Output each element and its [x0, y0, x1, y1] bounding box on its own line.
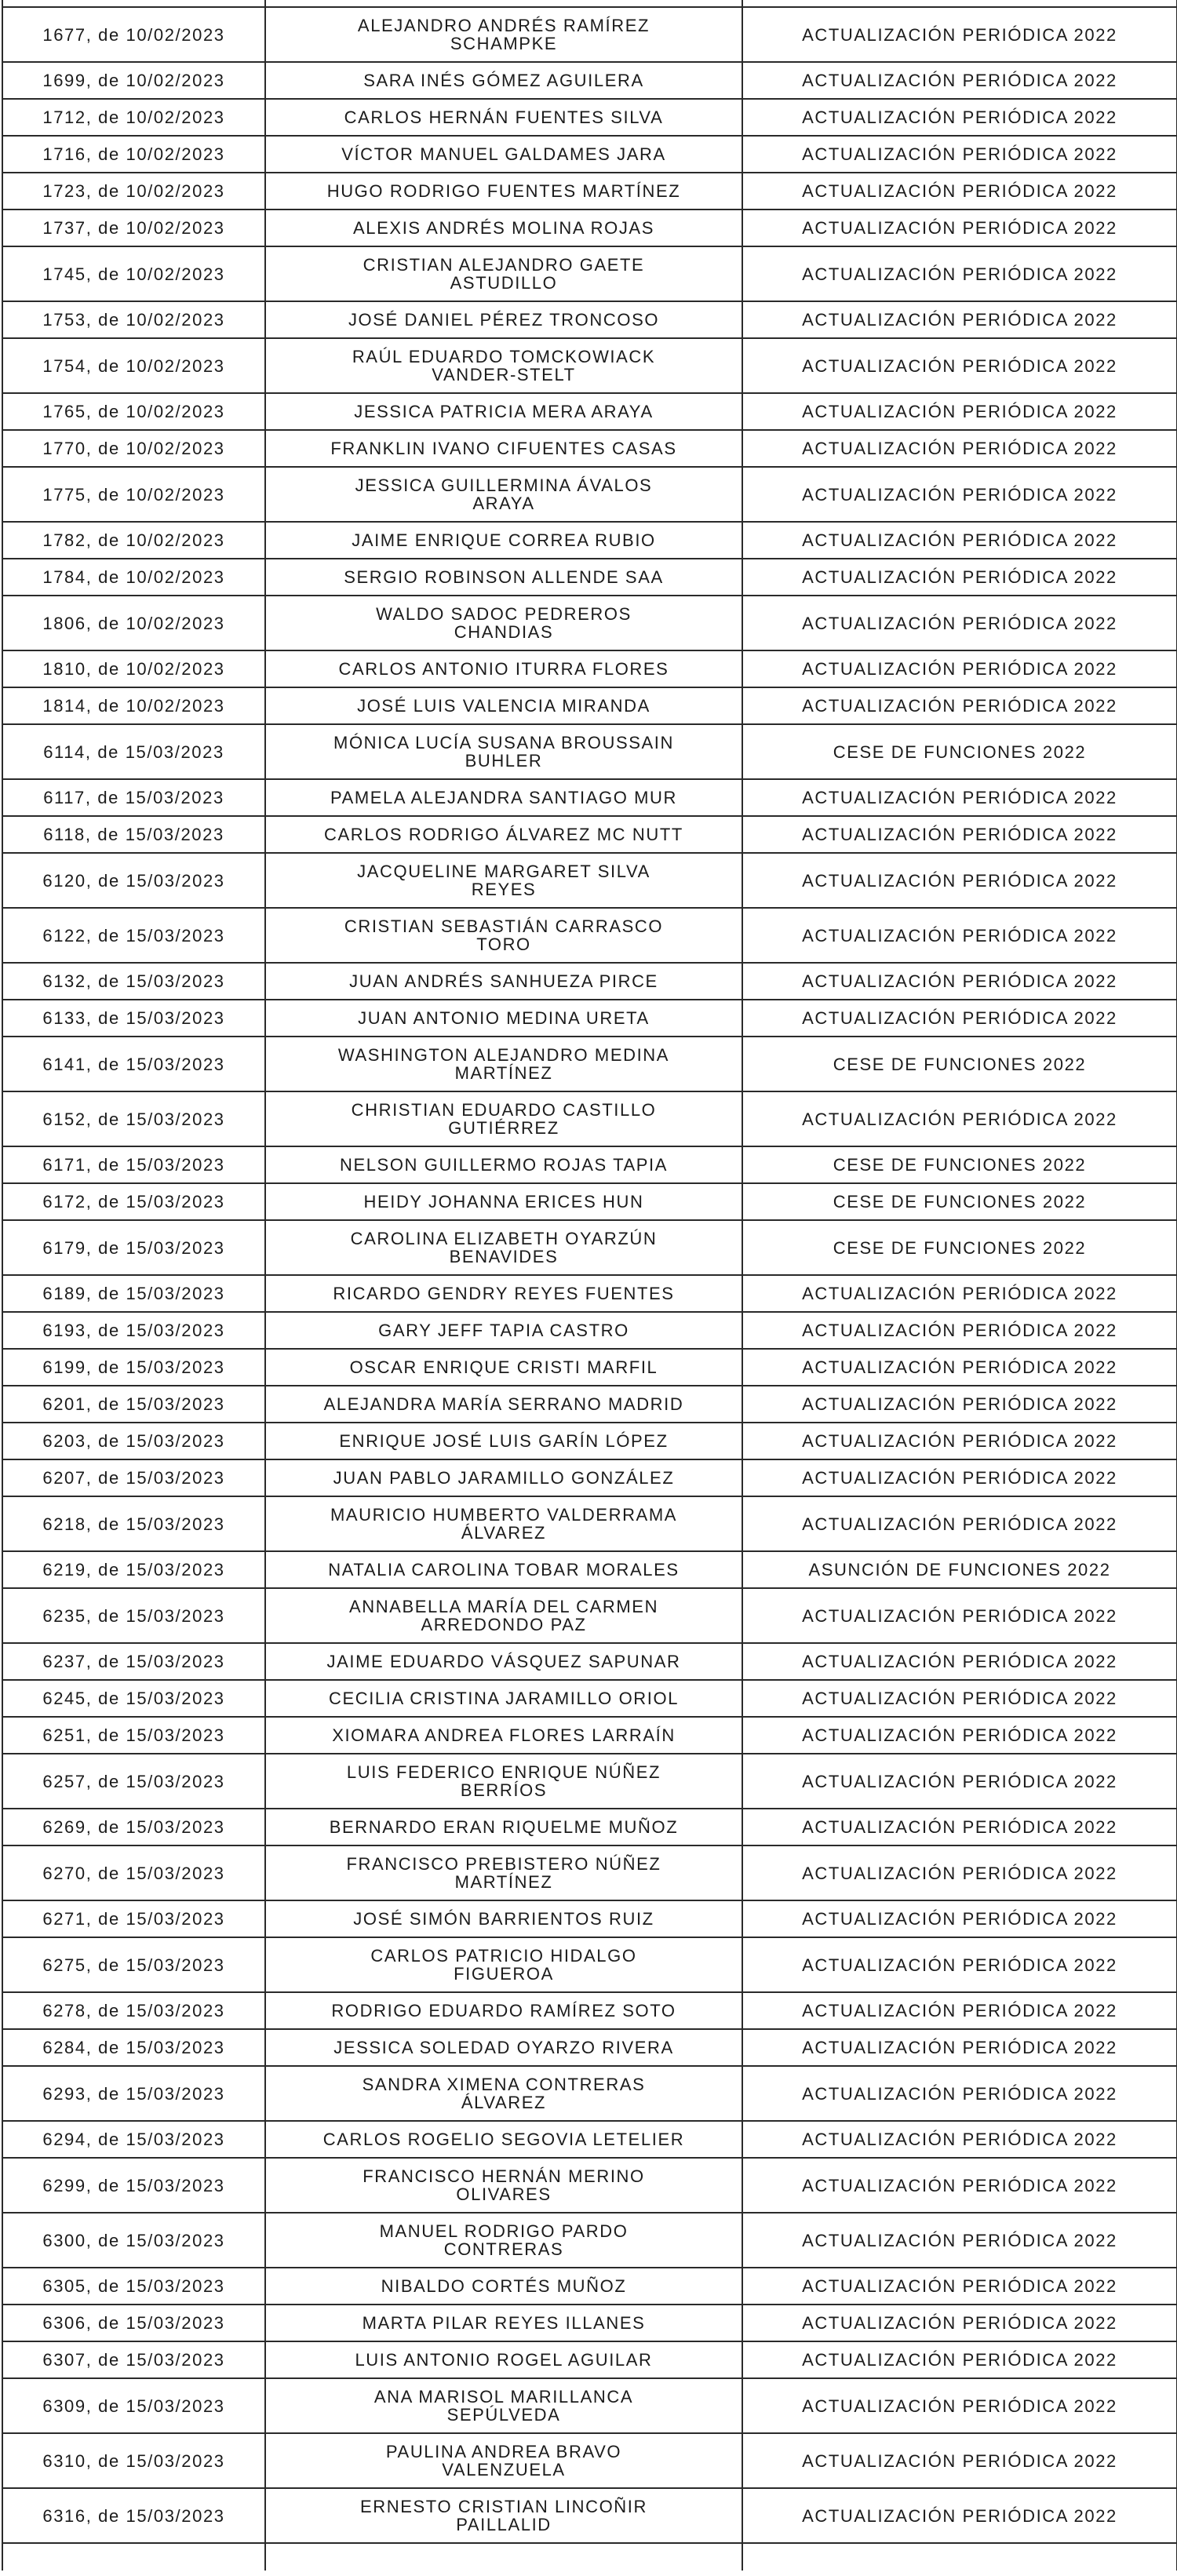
decree-cell: 6235, de 15/03/2023 — [2, 1588, 265, 1643]
decree-cell: 6117, de 15/03/2023 — [2, 779, 265, 816]
decree-cell: 6237, de 15/03/2023 — [2, 1643, 265, 1680]
name-cell: CHRISTIAN EDUARDO CASTILLO GUTIÉRREZ — [265, 1091, 742, 1146]
name-cell: SANDRA XIMENA CONTRERAS ÁLVAREZ — [265, 2066, 742, 2121]
decree-cell: 6201, de 15/03/2023 — [2, 1386, 265, 1423]
decree-cell: 6219, de 15/03/2023 — [2, 1551, 265, 1588]
name-cell: JAIME EDUARDO VÁSQUEZ SAPUNAR — [265, 1643, 742, 1680]
name-cell: ANA MARISOL MARILLANCA SEPÚLVEDA — [265, 2378, 742, 2433]
table-row — [2, 1900, 1177, 1937]
table-row — [2, 2066, 1177, 2121]
decree-cell: 6284, de 15/03/2023 — [2, 2029, 265, 2066]
table-row — [2, 2121, 1177, 2158]
table-row — [2, 650, 1177, 687]
action-cell: CESE DE FUNCIONES 2022 — [742, 1183, 1177, 1220]
action-cell: ACTUALIZACIÓN PERIÓDICA 2022 — [742, 2433, 1177, 2488]
action-cell: CESE DE FUNCIONES 2022 — [742, 1146, 1177, 1183]
decree-cell: 6245, de 15/03/2023 — [2, 1680, 265, 1717]
action-cell: ACTUALIZACIÓN PERIÓDICA 2022 — [742, 2305, 1177, 2341]
action-cell: ACTUALIZACIÓN PERIÓDICA 2022 — [742, 596, 1177, 650]
table-row — [2, 210, 1177, 246]
name-cell: HEIDY JOHANNA ERICES HUN — [265, 1183, 742, 1220]
action-cell: ACTUALIZACIÓN PERIÓDICA 2022 — [742, 2268, 1177, 2305]
decree-cell: 6118, de 15/03/2023 — [2, 816, 265, 853]
decree-cell: 1782, de 10/02/2023 — [2, 522, 265, 559]
action-cell: ACTUALIZACIÓN PERIÓDICA 2022 — [742, 650, 1177, 687]
name-cell: JESSICA SOLEDAD OYARZO RIVERA — [265, 2029, 742, 2066]
decree-cell: 6271, de 15/03/2023 — [2, 1900, 265, 1937]
action-cell: ACTUALIZACIÓN PERIÓDICA 2022 — [742, 1496, 1177, 1551]
action-cell: ACTUALIZACIÓN PERIÓDICA 2022 — [742, 430, 1177, 467]
name-cell: ERNESTO CRISTIAN LINCOÑIR PAILLALID — [265, 2488, 742, 2543]
table-row — [2, 393, 1177, 430]
table-row — [2, 1459, 1177, 1496]
decree-cell: 6257, de 15/03/2023 — [2, 1754, 265, 1809]
table-row — [2, 1588, 1177, 1643]
name-cell: JACQUELINE MARGARET SILVA REYES — [265, 853, 742, 908]
action-cell: ACTUALIZACIÓN PERIÓDICA 2022 — [742, 779, 1177, 816]
name-cell: RICARDO GENDRY REYES FUENTES — [265, 1275, 742, 1312]
action-cell: ACTUALIZACIÓN PERIÓDICA 2022 — [742, 908, 1177, 963]
name-cell: MÓNICA LUCÍA SUSANA BROUSSAIN BUHLER — [265, 724, 742, 779]
action-cell: ACTUALIZACIÓN PERIÓDICA 2022 — [742, 2158, 1177, 2213]
table-row — [2, 1754, 1177, 1809]
name-cell: RAÚL EDUARDO TOMCKOWIACK VANDER-STELT — [265, 338, 742, 393]
decree-cell: 1754, de 10/02/2023 — [2, 338, 265, 393]
decree-cell: 1737, de 10/02/2023 — [2, 210, 265, 246]
table-row — [2, 467, 1177, 522]
decree-cell: 1723, de 10/02/2023 — [2, 173, 265, 210]
table-row — [2, 2213, 1177, 2268]
name-cell: CRISTIAN ALEJANDRO GAETE ASTUDILLO — [265, 246, 742, 301]
table-row — [2, 2268, 1177, 2305]
action-cell: ACTUALIZACIÓN PERIÓDICA 2022 — [742, 2029, 1177, 2066]
table-row — [2, 1551, 1177, 1588]
name-cell: CARLOS ROGELIO SEGOVIA LETELIER — [265, 2121, 742, 2158]
name-cell: NIBALDO CORTÉS MUÑOZ — [265, 2268, 742, 2305]
table-row — [2, 1386, 1177, 1423]
name-cell: LUIS FEDERICO ENRIQUE NÚÑEZ BERRÍOS — [265, 1754, 742, 1809]
table-row — [2, 853, 1177, 908]
action-cell: ACTUALIZACIÓN PERIÓDICA 2022 — [742, 2213, 1177, 2268]
action-cell: ASUNCIÓN DE FUNCIONES 2022 — [742, 1551, 1177, 1588]
name-cell: NELSON GUILLERMO ROJAS TAPIA — [265, 1146, 742, 1183]
name-cell: GARY JEFF TAPIA CASTRO — [265, 1312, 742, 1349]
name-cell: XIOMARA ANDREA FLORES LARRAÍN — [265, 1717, 742, 1754]
name-cell: FRANKLIN IVANO CIFUENTES CASAS — [265, 430, 742, 467]
decree-cell: 6141, de 15/03/2023 — [2, 1037, 265, 1091]
name-cell: BERNARDO ERAN RIQUELME MUÑOZ — [265, 1809, 742, 1845]
action-cell: ACTUALIZACIÓN PERIÓDICA 2022 — [742, 393, 1177, 430]
decree-cell — [2, 0, 265, 7]
action-cell: ACTUALIZACIÓN PERIÓDICA 2022 — [742, 1588, 1177, 1643]
name-cell: RODRIGO EDUARDO RAMÍREZ SOTO — [265, 1992, 742, 2029]
action-cell: ACTUALIZACIÓN PERIÓDICA 2022 — [742, 2121, 1177, 2158]
decree-cell: 6294, de 15/03/2023 — [2, 2121, 265, 2158]
table-row — [2, 908, 1177, 963]
name-cell: JUAN ANTONIO MEDINA URETA — [265, 1000, 742, 1037]
decree-cell: 1753, de 10/02/2023 — [2, 301, 265, 338]
name-cell: MANUEL RODRIGO PARDO CONTRERAS — [265, 2213, 742, 2268]
decree-cell: 6300, de 15/03/2023 — [2, 2213, 265, 2268]
name-cell: JUAN ANDRÉS SANHUEZA PIRCE — [265, 963, 742, 1000]
action-cell: ACTUALIZACIÓN PERIÓDICA 2022 — [742, 136, 1177, 173]
table-row — [2, 1809, 1177, 1845]
table-row — [2, 1091, 1177, 1146]
action-cell: ACTUALIZACIÓN PERIÓDICA 2022 — [742, 522, 1177, 559]
action-cell: ACTUALIZACIÓN PERIÓDICA 2022 — [742, 1809, 1177, 1845]
name-cell: JOSÉ DANIEL PÉREZ TRONCOSO — [265, 301, 742, 338]
decree-cell: 6122, de 15/03/2023 — [2, 908, 265, 963]
action-cell: ACTUALIZACIÓN PERIÓDICA 2022 — [742, 1275, 1177, 1312]
name-cell: SERGIO ROBINSON ALLENDE SAA — [265, 559, 742, 596]
table-row — [2, 1220, 1177, 1275]
table-row — [2, 136, 1177, 173]
action-cell: ACTUALIZACIÓN PERIÓDICA 2022 — [742, 1459, 1177, 1496]
name-cell: ENRIQUE JOSÉ LUIS GARÍN LÓPEZ — [265, 1423, 742, 1459]
decree-cell: 1712, de 10/02/2023 — [2, 99, 265, 136]
table-row — [2, 596, 1177, 650]
name-cell: MAURICIO HUMBERTO VALDERRAMA ÁLVAREZ — [265, 1496, 742, 1551]
decree-cell: 6269, de 15/03/2023 — [2, 1809, 265, 1845]
name-cell: CARLOS ANTONIO ITURRA FLORES — [265, 650, 742, 687]
action-cell: ACTUALIZACIÓN PERIÓDICA 2022 — [742, 1900, 1177, 1937]
name-cell: PAULINA ANDREA BRAVO VALENZUELA — [265, 2433, 742, 2488]
action-cell: ACTUALIZACIÓN PERIÓDICA 2022 — [742, 1754, 1177, 1809]
decree-cell: 6120, de 15/03/2023 — [2, 853, 265, 908]
name-cell: VÍCTOR MANUEL GALDAMES JARA — [265, 136, 742, 173]
table-row — [2, 99, 1177, 136]
action-cell: CESE DE FUNCIONES 2022 — [742, 1220, 1177, 1275]
decree-cell: 6133, de 15/03/2023 — [2, 1000, 265, 1037]
table-row — [2, 7, 1177, 62]
decree-cell: 1810, de 10/02/2023 — [2, 650, 265, 687]
decree-cell: 1784, de 10/02/2023 — [2, 559, 265, 596]
action-cell: ACTUALIZACIÓN PERIÓDICA 2022 — [742, 2378, 1177, 2433]
name-cell: JOSÉ LUIS VALENCIA MIRANDA — [265, 687, 742, 724]
name-cell: OSCAR ENRIQUE CRISTI MARFIL — [265, 1349, 742, 1386]
name-cell: CARLOS PATRICIO HIDALGO FIGUEROA — [265, 1937, 742, 1992]
table-row — [2, 724, 1177, 779]
action-cell: ACTUALIZACIÓN PERIÓDICA 2022 — [742, 99, 1177, 136]
table-row — [2, 1937, 1177, 1992]
name-cell: CECILIA CRISTINA JARAMILLO ORIOL — [265, 1680, 742, 1717]
action-cell: ACTUALIZACIÓN PERIÓDICA 2022 — [742, 853, 1177, 908]
decree-cell: 6172, de 15/03/2023 — [2, 1183, 265, 1220]
name-cell: FRANCISCO PREBISTERO NÚÑEZ MARTÍNEZ — [265, 1845, 742, 1900]
action-cell: ACTUALIZACIÓN PERIÓDICA 2022 — [742, 2341, 1177, 2378]
action-cell: ACTUALIZACIÓN PERIÓDICA 2022 — [742, 687, 1177, 724]
table-row — [2, 1275, 1177, 1312]
action-cell: ACTUALIZACIÓN PERIÓDICA 2022 — [742, 1717, 1177, 1754]
name-cell: JESSICA GUILLERMINA ÁVALOS ARAYA — [265, 467, 742, 522]
decree-cell: 6207, de 15/03/2023 — [2, 1459, 265, 1496]
name-cell: ANNABELLA MARÍA DEL CARMEN ARREDONDO PAZ — [265, 1588, 742, 1643]
decrees-table — [2, 0, 1177, 2571]
action-cell: ACTUALIZACIÓN PERIÓDICA 2022 — [742, 1992, 1177, 2029]
action-cell: ACTUALIZACIÓN PERIÓDICA 2022 — [742, 1937, 1177, 1992]
decree-cell: 6270, de 15/03/2023 — [2, 1845, 265, 1900]
name-cell: PAMELA ALEJANDRA SANTIAGO MUR — [265, 779, 742, 816]
decree-cell: 6309, de 15/03/2023 — [2, 2378, 265, 2433]
decree-cell: 1716, de 10/02/2023 — [2, 136, 265, 173]
decree-cell: 1745, de 10/02/2023 — [2, 246, 265, 301]
table-row — [2, 2378, 1177, 2433]
name-cell: HUGO RODRIGO FUENTES MARTÍNEZ — [265, 173, 742, 210]
action-cell: CESE DE FUNCIONES 2022 — [742, 1037, 1177, 1091]
name-cell: CARLOS RODRIGO ÁLVAREZ MC NUTT — [265, 816, 742, 853]
action-cell: ACTUALIZACIÓN PERIÓDICA 2022 — [742, 1349, 1177, 1386]
action-cell: ACTUALIZACIÓN PERIÓDICA 2022 — [742, 816, 1177, 853]
table-row — [2, 338, 1177, 393]
decree-cell: 6275, de 15/03/2023 — [2, 1937, 265, 1992]
table-row — [2, 779, 1177, 816]
name-cell: CARLOS HERNÁN FUENTES SILVA — [265, 99, 742, 136]
action-cell: ACTUALIZACIÓN PERIÓDICA 2022 — [742, 1845, 1177, 1900]
decree-cell: 6132, de 15/03/2023 — [2, 963, 265, 1000]
table-row — [2, 2341, 1177, 2378]
table-row — [2, 1349, 1177, 1386]
decree-cell: 6152, de 15/03/2023 — [2, 1091, 265, 1146]
table-row — [2, 816, 1177, 853]
table-row — [2, 173, 1177, 210]
name-cell: CRISTIAN SEBASTIÁN CARRASCO TORO — [265, 908, 742, 963]
decree-cell: 6293, de 15/03/2023 — [2, 2066, 265, 2121]
action-cell: ACTUALIZACIÓN PERIÓDICA 2022 — [742, 467, 1177, 522]
action-cell: ACTUALIZACIÓN PERIÓDICA 2022 — [742, 963, 1177, 1000]
action-cell: ACTUALIZACIÓN PERIÓDICA 2022 — [742, 1423, 1177, 1459]
action-cell — [742, 2543, 1177, 2571]
action-cell: ACTUALIZACIÓN PERIÓDICA 2022 — [742, 1386, 1177, 1423]
action-cell: ACTUALIZACIÓN PERIÓDICA 2022 — [742, 2488, 1177, 2543]
decree-cell: 6199, de 15/03/2023 — [2, 1349, 265, 1386]
name-cell — [265, 2543, 742, 2571]
table-row — [2, 1423, 1177, 1459]
table-row — [2, 1183, 1177, 1220]
action-cell — [742, 0, 1177, 7]
name-cell: JAIME ENRIQUE CORREA RUBIO — [265, 522, 742, 559]
decree-cell: 6310, de 15/03/2023 — [2, 2433, 265, 2488]
table-row — [2, 559, 1177, 596]
name-cell: SARA INÉS GÓMEZ AGUILERA — [265, 62, 742, 99]
action-cell: ACTUALIZACIÓN PERIÓDICA 2022 — [742, 1680, 1177, 1717]
action-cell: ACTUALIZACIÓN PERIÓDICA 2022 — [742, 1091, 1177, 1146]
action-cell: CESE DE FUNCIONES 2022 — [742, 724, 1177, 779]
name-cell: LUIS ANTONIO ROGEL AGUILAR — [265, 2341, 742, 2378]
decree-cell: 6171, de 15/03/2023 — [2, 1146, 265, 1183]
decree-cell: 1806, de 10/02/2023 — [2, 596, 265, 650]
decree-cell: 1677, de 10/02/2023 — [2, 7, 265, 62]
name-cell — [265, 0, 742, 7]
decree-cell: 6251, de 15/03/2023 — [2, 1717, 265, 1754]
decree-cell: 6179, de 15/03/2023 — [2, 1220, 265, 1275]
table-row — [2, 246, 1177, 301]
table-row — [2, 2305, 1177, 2341]
action-cell: ACTUALIZACIÓN PERIÓDICA 2022 — [742, 62, 1177, 99]
table-row — [2, 301, 1177, 338]
decree-cell: 6218, de 15/03/2023 — [2, 1496, 265, 1551]
partial-row-bottom — [2, 2543, 1177, 2571]
action-cell: ACTUALIZACIÓN PERIÓDICA 2022 — [742, 173, 1177, 210]
table-row — [2, 963, 1177, 1000]
table-row — [2, 687, 1177, 724]
name-cell: WASHINGTON ALEJANDRO MEDINA MARTÍNEZ — [265, 1037, 742, 1091]
name-cell: JUAN PABLO JARAMILLO GONZÁLEZ — [265, 1459, 742, 1496]
action-cell: ACTUALIZACIÓN PERIÓDICA 2022 — [742, 210, 1177, 246]
action-cell: ACTUALIZACIÓN PERIÓDICA 2022 — [742, 1000, 1177, 1037]
table-row — [2, 1312, 1177, 1349]
decree-cell: 1765, de 10/02/2023 — [2, 393, 265, 430]
decree-cell: 1814, de 10/02/2023 — [2, 687, 265, 724]
decree-cell: 6193, de 15/03/2023 — [2, 1312, 265, 1349]
table-row — [2, 1643, 1177, 1680]
name-cell: ALEJANDRA MARÍA SERRANO MADRID — [265, 1386, 742, 1423]
action-cell: ACTUALIZACIÓN PERIÓDICA 2022 — [742, 2066, 1177, 2121]
decree-cell: 6305, de 15/03/2023 — [2, 2268, 265, 2305]
table-row — [2, 1146, 1177, 1183]
decree-cell: 6307, de 15/03/2023 — [2, 2341, 265, 2378]
action-cell: ACTUALIZACIÓN PERIÓDICA 2022 — [742, 559, 1177, 596]
action-cell: ACTUALIZACIÓN PERIÓDICA 2022 — [742, 7, 1177, 62]
decree-cell: 6114, de 15/03/2023 — [2, 724, 265, 779]
table-row — [2, 2433, 1177, 2488]
decree-cell: 1775, de 10/02/2023 — [2, 467, 265, 522]
table-row — [2, 1496, 1177, 1551]
table-row — [2, 62, 1177, 99]
table-row — [2, 430, 1177, 467]
name-cell: JESSICA PATRICIA MERA ARAYA — [265, 393, 742, 430]
decree-cell: 6299, de 15/03/2023 — [2, 2158, 265, 2213]
table-row — [2, 1717, 1177, 1754]
table-row — [2, 1000, 1177, 1037]
decree-cell: 6189, de 15/03/2023 — [2, 1275, 265, 1312]
name-cell: NATALIA CAROLINA TOBAR MORALES — [265, 1551, 742, 1588]
name-cell: ALEJANDRO ANDRÉS RAMÍREZ SCHAMPKE — [265, 7, 742, 62]
action-cell: ACTUALIZACIÓN PERIÓDICA 2022 — [742, 246, 1177, 301]
partial-row-top — [2, 0, 1177, 7]
table-row — [2, 522, 1177, 559]
decree-cell: 1770, de 10/02/2023 — [2, 430, 265, 467]
name-cell: ALEXIS ANDRÉS MOLINA ROJAS — [265, 210, 742, 246]
table-row — [2, 1845, 1177, 1900]
table-row — [2, 2488, 1177, 2543]
table-row — [2, 1037, 1177, 1091]
action-cell: ACTUALIZACIÓN PERIÓDICA 2022 — [742, 1643, 1177, 1680]
table-row — [2, 2158, 1177, 2213]
decree-cell: 6316, de 15/03/2023 — [2, 2488, 265, 2543]
name-cell: FRANCISCO HERNÁN MERINO OLIVARES — [265, 2158, 742, 2213]
action-cell: ACTUALIZACIÓN PERIÓDICA 2022 — [742, 1312, 1177, 1349]
decree-cell: 1699, de 10/02/2023 — [2, 62, 265, 99]
table-row — [2, 2029, 1177, 2066]
decree-cell: 6278, de 15/03/2023 — [2, 1992, 265, 2029]
decree-cell — [2, 2543, 265, 2571]
name-cell: WALDO SADOC PEDREROS CHANDIAS — [265, 596, 742, 650]
table-row — [2, 1680, 1177, 1717]
action-cell: ACTUALIZACIÓN PERIÓDICA 2022 — [742, 301, 1177, 338]
name-cell: CAROLINA ELIZABETH OYARZÚN BENAVIDES — [265, 1220, 742, 1275]
action-cell: ACTUALIZACIÓN PERIÓDICA 2022 — [742, 338, 1177, 393]
decree-cell: 6306, de 15/03/2023 — [2, 2305, 265, 2341]
decree-cell: 6203, de 15/03/2023 — [2, 1423, 265, 1459]
name-cell: JOSÉ SIMÓN BARRIENTOS RUIZ — [265, 1900, 742, 1937]
table-row — [2, 1992, 1177, 2029]
name-cell: MARTA PILAR REYES ILLANES — [265, 2305, 742, 2341]
